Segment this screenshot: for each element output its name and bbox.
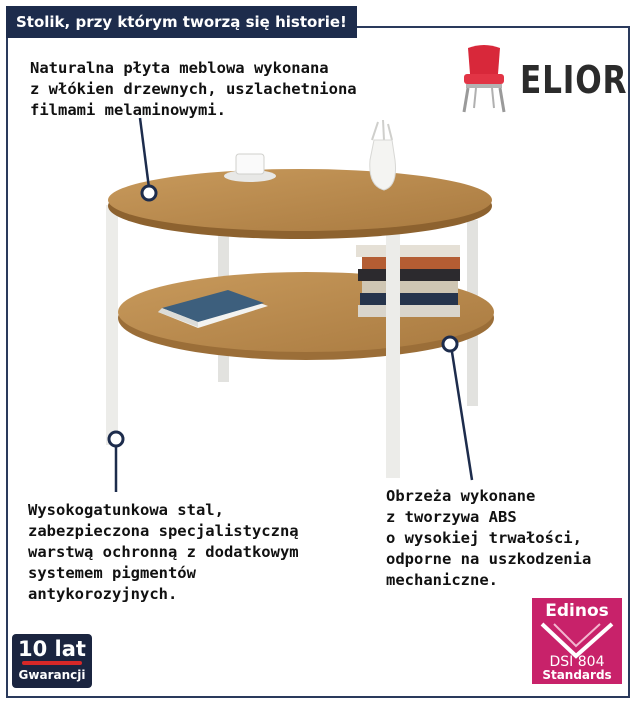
description-line: z włókien drzewnych, uszlachetniona <box>30 80 357 98</box>
description-line: Naturalna płyta meblowa wykonana <box>30 59 329 77</box>
description-line: zabezpieczona specjalistyczną <box>28 522 299 540</box>
page-title: Stolik, przy którym tworzą się historie! <box>6 6 357 38</box>
certification-code: DSI 804 <box>549 654 605 670</box>
brand-name: ELIOR <box>520 58 628 102</box>
description-line: Obrzeża wykonane <box>386 487 536 505</box>
certification-name: Edinos <box>545 601 609 621</box>
warranty-years: 10 lat <box>18 637 86 661</box>
description-line: systemem pigmentów <box>28 564 196 582</box>
description-line: warstwą ochronną z dodatkowym <box>28 543 299 561</box>
description-line: o wysokiej trwałości, <box>386 529 582 547</box>
callout-line <box>140 118 149 188</box>
certification-badge <box>532 598 622 684</box>
description-line: odporne na uszkodzenia <box>386 550 592 568</box>
left-description <box>28 500 299 605</box>
description-line: mechaniczne. <box>386 571 498 589</box>
books-stack-icon <box>356 245 460 317</box>
description-line: antykorozyjnych. <box>28 585 178 603</box>
cup-icon <box>224 154 276 182</box>
table-leg <box>386 230 400 478</box>
callout-marker <box>109 432 123 446</box>
table-top <box>108 169 492 231</box>
description-line: Wysokogatunkowa stal, <box>28 501 224 519</box>
callout-marker <box>142 186 156 200</box>
description-line: filmami melaminowymi. <box>30 101 226 119</box>
warranty-badge <box>12 634 92 688</box>
callout-marker <box>443 337 457 351</box>
top-description <box>30 58 357 121</box>
warranty-label: Gwarancji <box>18 668 86 682</box>
vase-icon <box>370 120 396 190</box>
table-leg <box>106 205 118 445</box>
right-description <box>386 486 591 591</box>
certification-label: Standards <box>542 668 612 682</box>
warranty-accent <box>22 661 82 665</box>
description-line: z tworzywa ABS <box>386 508 517 526</box>
